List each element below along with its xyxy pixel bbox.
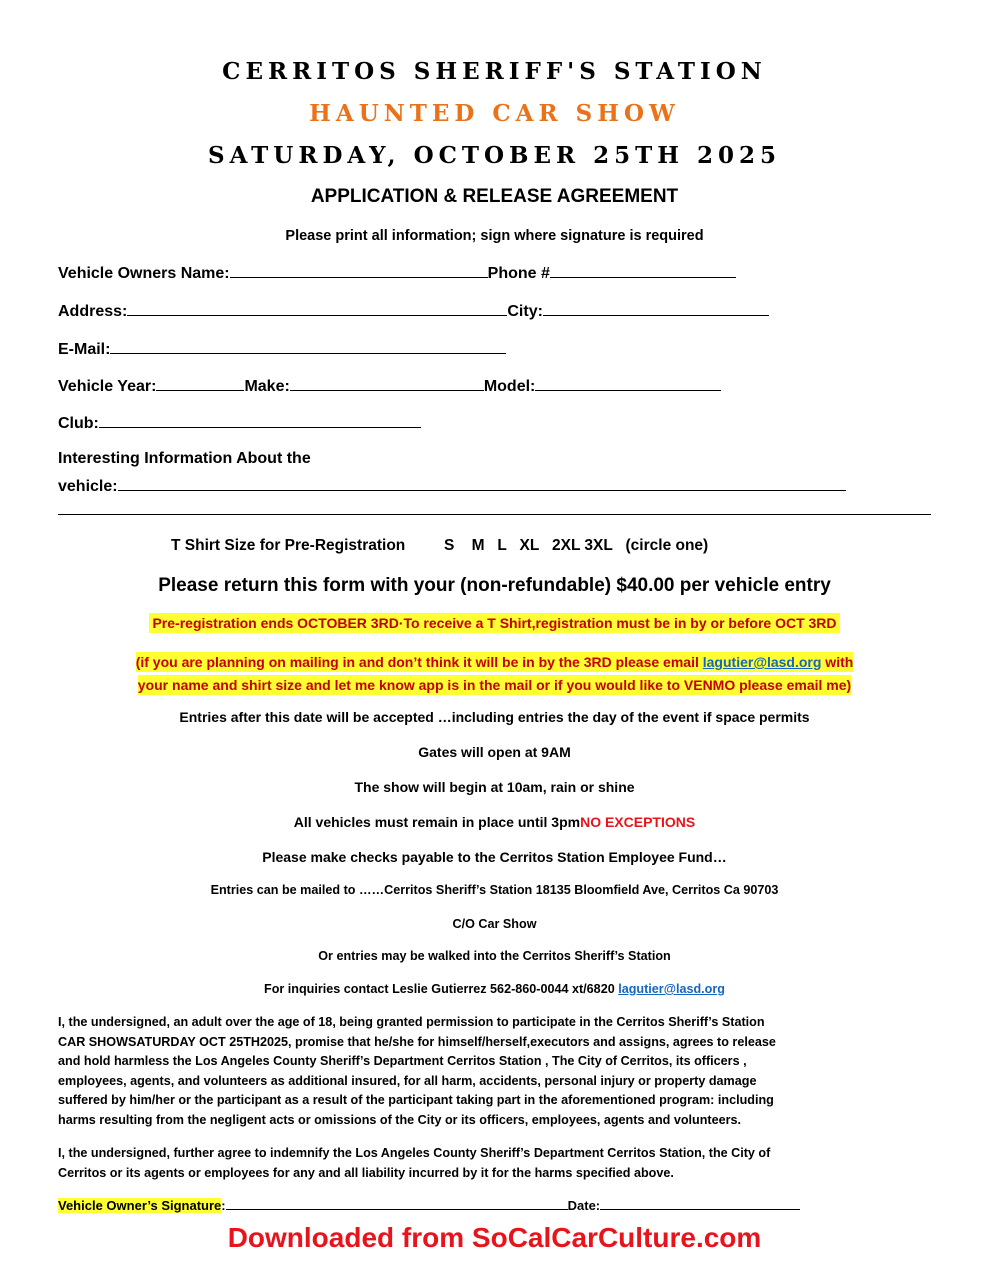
tshirt-label: T Shirt Size for Pre-Registration	[171, 537, 406, 554]
release-line: I, the undersigned, further agree to indemnify the Los Angeles County Sheriff’s Department Cerritos Station, the City of	[58, 1146, 771, 1160]
vehicle-info-label-line1: Interesting Information About the	[58, 450, 311, 467]
gates-open: Gates will open at 9AM	[418, 744, 571, 760]
model-label: Model:	[483, 378, 536, 395]
no-exceptions: NO EXCEPTIONS	[580, 814, 696, 830]
year-field[interactable]	[156, 375, 244, 391]
footer-watermark: Downloaded from SoCalCarCulture.com	[227, 1222, 762, 1253]
vehicle-info-field[interactable]	[118, 475, 846, 491]
city-label: City:	[507, 303, 543, 320]
care-of: C/O Car Show	[452, 917, 537, 931]
walk-in: Or entries may be walked into the Cerritos Sheriff’s Station	[318, 949, 671, 963]
signature-colon: :	[221, 1198, 226, 1213]
release-line: harms resulting from the negligent acts or omissions of the City or its officers, employees, agents and volunteers.	[58, 1112, 742, 1127]
inquiries	[0, 982, 989, 996]
mailing-email-link[interactable]: lagutier@lasd.org	[702, 654, 822, 670]
form-instruction: Please print all information; sign where signature is required	[285, 228, 704, 244]
address-field[interactable]	[127, 300, 507, 316]
mailing-text-2: with	[821, 654, 854, 670]
signature-label: Vehicle Owner’s Signature	[58, 1198, 222, 1213]
phone-field[interactable]	[550, 262, 736, 278]
late-entries: Entries after this date will be accepted …including entries the day of the event if space permits	[179, 709, 810, 725]
release-line: employees, agents, and volunteers as additional insured, for all harm, accidents, personal injury or property damage	[58, 1073, 757, 1088]
release-line: CAR SHOWSATURDAY OCT 25TH2025, promise that he/she for himself/herself,executors and assigns, agrees to release	[58, 1034, 776, 1049]
release-line: suffered by him/her or the participant as a result of the participant taking part in the aforementioned program: including	[58, 1093, 774, 1108]
vehicle-info-row	[58, 475, 846, 496]
fee-text: Please return this form with your (non-refundable) $40.00 per vehicle entry	[158, 575, 831, 596]
make-label: Make:	[244, 378, 290, 395]
station-title: CERRITOS SHERIFF'S STATION	[222, 58, 767, 85]
email-field[interactable]	[110, 338, 506, 354]
address-label: Address:	[58, 303, 128, 320]
show-begin: The show will begin at 10am, rain or shine	[354, 779, 635, 795]
email-label: E-Mail:	[58, 341, 111, 358]
date-field[interactable]	[600, 1197, 800, 1210]
event-title: HAUNTED CAR SHOW	[309, 100, 680, 127]
mailing-text-3: your name and shirt size and let me know app is in the mail or if you would like to VENMO please email me)	[137, 677, 852, 693]
owner-name-field[interactable]	[230, 262, 488, 278]
club-field[interactable]	[99, 412, 421, 428]
release-line: and hold harmless the Los Angeles County Sheriff’s Department Cerritos Station , The City of Cerritos, its officers ,	[58, 1054, 747, 1069]
city-field[interactable]	[543, 300, 769, 316]
checks-payable: Please make checks payable to the Cerritos Station Employee Fund…	[262, 849, 727, 865]
tshirt-note: (circle one)	[625, 537, 709, 554]
vehicle-info-label-line2: vehicle:	[58, 478, 118, 495]
remain-in-place	[0, 814, 989, 830]
club-row	[58, 412, 421, 433]
make-field[interactable]	[290, 375, 484, 391]
mailing-notice	[0, 651, 989, 697]
signature-field[interactable]	[226, 1197, 568, 1210]
year-label: Vehicle Year:	[58, 378, 157, 395]
owner-phone-row	[58, 262, 736, 283]
release-paragraph-1	[58, 1013, 918, 1131]
club-label: Club:	[58, 415, 99, 432]
owner-name-label: Vehicle Owners Name:	[58, 265, 230, 282]
release-line: Cerritos or its agents or employees for any and all liability incurred by it for the harms specified above.	[58, 1165, 674, 1180]
form-title: APPLICATION & RELEASE AGREEMENT	[310, 186, 679, 207]
release-paragraph-2	[58, 1144, 918, 1183]
mailing-address: Entries can be mailed to ……Cerritos Sheriff’s Station 18135 Bloomfield Ave, Cerritos Ca 90703	[210, 883, 779, 897]
divider	[58, 514, 931, 515]
inquiries-text: For inquiries contact Leslie Gutierrez 562-860-0044 xt/6820	[264, 982, 619, 996]
address-city-row	[58, 300, 769, 321]
release-line: I, the undersigned, an adult over the age of 18, being granted permission to participate in the Cerritos Sheriff’s Station	[58, 1015, 765, 1029]
email-row	[58, 338, 506, 359]
event-date: SATURDAY, OCTOBER 25TH 2025	[207, 142, 782, 169]
date-label: Date:	[567, 1198, 601, 1213]
mailing-text-1: (if you are planning on mailing in and don’t think it will be in by the 3RD please email	[135, 654, 703, 670]
remain-text: All vehicles must remain in place until 3pm	[293, 814, 581, 830]
inquiries-email-link[interactable]: lagutier@lasd.org	[618, 982, 725, 996]
preregistration-notice: Pre-registration ends OCTOBER 3RD·To receive a T Shirt,registration must be in by or before OCT 3RD	[149, 613, 839, 633]
signature-row	[58, 1197, 800, 1213]
tshirt-row	[171, 537, 708, 555]
phone-label: Phone #	[487, 265, 550, 282]
vehicle-row	[58, 375, 721, 396]
model-field[interactable]	[535, 375, 721, 391]
preregistration-block	[0, 615, 989, 633]
tshirt-sizes[interactable]: S M L XL 2XL 3XL	[444, 537, 613, 554]
